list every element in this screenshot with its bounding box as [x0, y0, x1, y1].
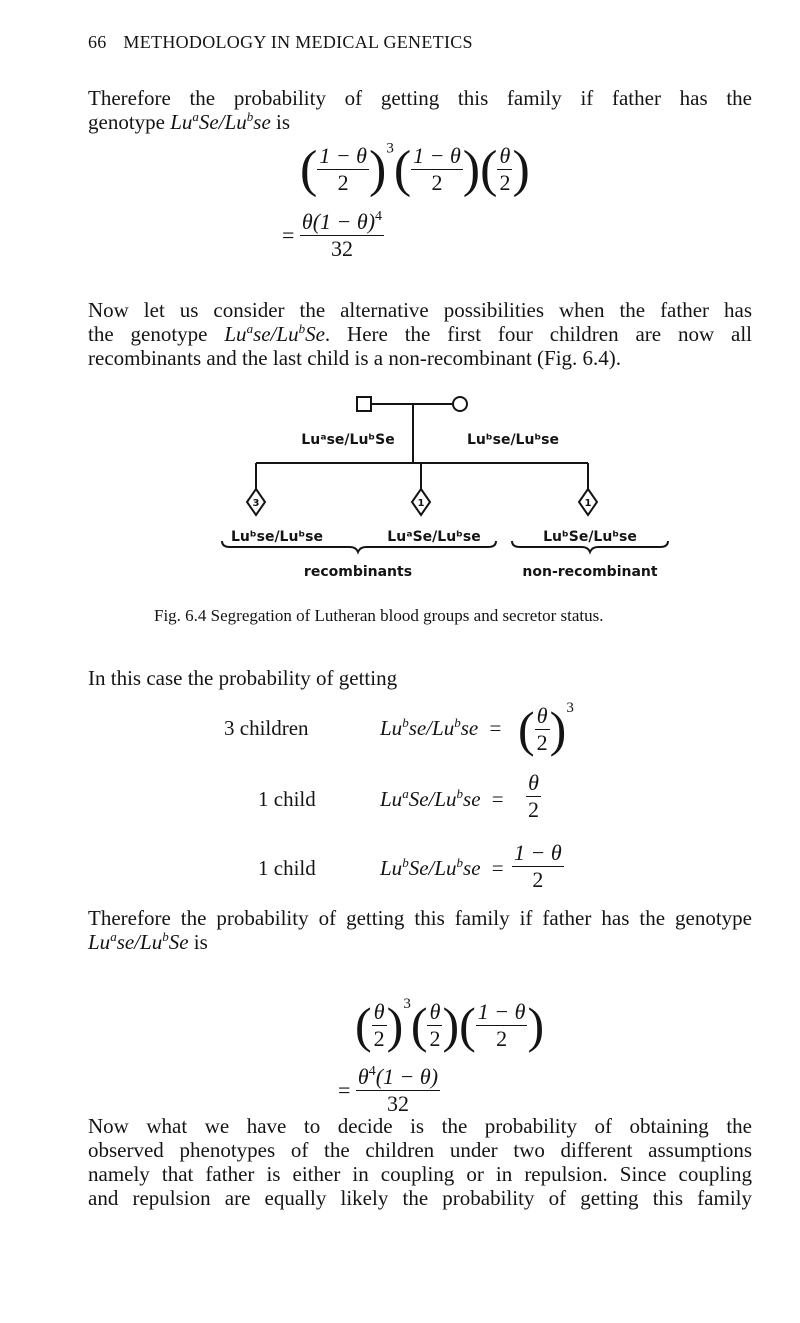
equation-1-product: ( $\frac{1 - \theta}{2}$ )$^3$( $\frac{1 - \theta}{2}$ )( $\frac{\theta}{2}$ )	[300, 140, 530, 198]
row-2-count: 1 child	[258, 787, 316, 811]
row-3-value: $\frac{1 - \theta}{2}$	[514, 840, 562, 892]
running-title: METHODOLOGY IN MEDICAL GENETICS	[123, 32, 473, 52]
row-1-genotype: Lu$^b$se/Lu$^b$se	[380, 715, 479, 740]
pedigree-figure	[0, 380, 800, 595]
running-header	[88, 32, 473, 53]
row-3-genotype: Lu$^b$Se/Lu$^b$se	[380, 855, 481, 880]
row-2-value: $\frac{\theta}{2}$	[528, 770, 539, 822]
paragraph-4-line-2: Lu$^a$se/Lu$^b$Se is	[88, 929, 208, 954]
genotype-coupling: Lu$^a$Se/Lu$^b$se	[170, 109, 271, 134]
probability-row-3: 1 child Lu$^b$Se/Lu$^b$se =	[258, 855, 504, 880]
figure-caption: Fig. 6.4 Segregation of Lutheran blood groups and secretor status.	[154, 606, 604, 625]
child-count-2: 1	[417, 498, 425, 509]
paragraph-5-line-4: and repulsion are equally likely the probability of getting this family	[88, 1186, 752, 1210]
paragraph-5-line-3: namely that father is either in coupling or in repulsion. Since coupling	[88, 1162, 752, 1186]
child-count-3: 1	[584, 498, 592, 509]
paragraph-1	[88, 86, 752, 134]
paragraph-4-line-1: Therefore the probability of getting this family if father has the genotype	[88, 906, 752, 930]
equation-2-result: = $\frac{\theta^4(1 - \theta)}{32}$	[338, 1064, 439, 1116]
row-2-genotype: Lu$^a$Se/Lu$^b$se	[380, 786, 481, 811]
child-3-genotype-label: LuᵇSe/Luᵇse	[543, 529, 637, 545]
row-1-count: 3 children	[224, 716, 309, 740]
paragraph-3: In this case the probability of getting	[88, 666, 398, 690]
mother-genotype-label: Luᵇse/Luᵇse	[467, 432, 559, 448]
probability-row-1: 3 children Lu$^b$se/Lu$^b$se =	[224, 715, 502, 740]
paragraph-4	[88, 906, 752, 954]
probability-row-2: 1 child Lu$^a$Se/Lu$^b$se =	[258, 786, 504, 811]
paragraph-5	[88, 1114, 752, 1210]
genotype-repulsion-2: Lu$^a$se/Lu$^b$Se	[88, 929, 189, 954]
paragraph-2	[88, 298, 752, 370]
father-genotype-label: Luᵃse/LuᵇSe	[301, 432, 395, 448]
row-1-value: ( $\frac{\theta}{2}$ )$^3$	[518, 700, 574, 757]
page-number: 66	[88, 32, 107, 52]
equation-2-product: ( $\frac{\theta}{2}$ )$^3$( $\frac{\theta}{2}$ )( $\frac{1 - \theta}{2}$ )	[355, 996, 545, 1053]
paragraph-5-line-2: observed phenotypes of the children under two different assumptions	[88, 1138, 752, 1162]
non-recombinant-label: non-recombinant	[522, 564, 658, 580]
child-2-genotype-label: LuᵃSe/Luᵇse	[387, 529, 481, 545]
paragraph-1-line-1: Therefore the probability of getting this family if father has the	[88, 86, 752, 110]
child-1-genotype-label: Luᵇse/Luᵇse	[231, 529, 323, 545]
paragraph-1-line-2: genotype Lu$^a$Se/Lu$^b$se is	[88, 109, 291, 134]
paragraph-5-line-1: Now what we have to decide is the probability of obtaining the	[88, 1114, 752, 1138]
mother-symbol	[453, 397, 467, 411]
recombinants-label: recombinants	[303, 564, 413, 580]
father-symbol	[357, 397, 371, 411]
paragraph-2-line-2: the genotype Lu$^a$se/Lu$^b$Se. Here the first four children are now all	[88, 321, 752, 346]
paragraph-2-line-1: Now let us consider the alternative possibilities when the father has	[88, 298, 752, 322]
equation-1-result: = $\frac{\theta(1 - \theta)^4}{32}$	[282, 209, 383, 261]
child-count-1: 3	[252, 498, 260, 509]
row-3-count: 1 child	[258, 856, 316, 880]
genotype-repulsion: Lu$^a$se/Lu$^b$Se	[224, 321, 325, 346]
paragraph-2-line-3: recombinants and the last child is a non-recombinant (Fig. 6.4).	[88, 346, 622, 370]
